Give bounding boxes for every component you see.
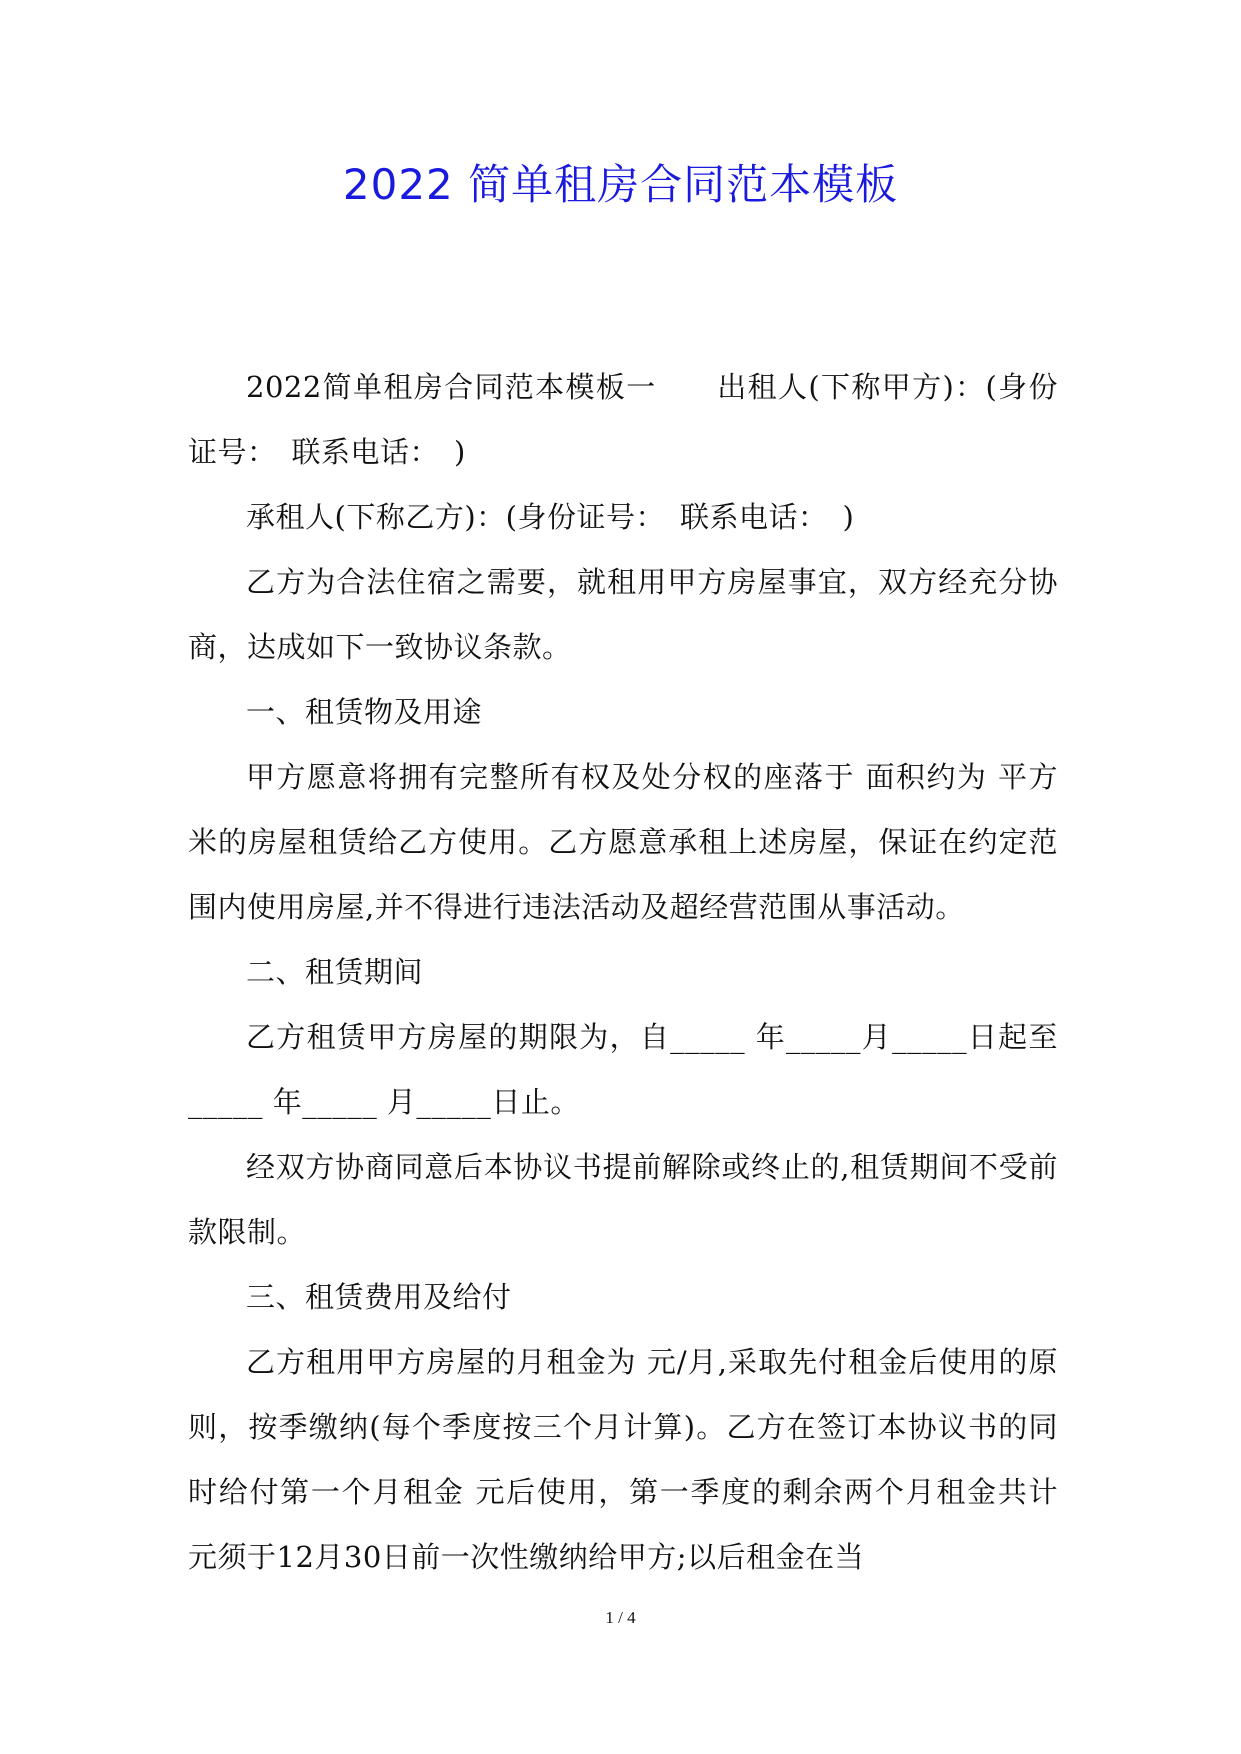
section-heading-1: 一、租赁物及用途 [246, 695, 483, 729]
paragraph-early-termination: 经双方协商同意后本协议书提前解除或终止的,租赁期间不受前款限制。 [188, 1150, 1058, 1249]
paragraph-lease-object: 甲方愿意将拥有完整所有权及处分权的座落于 面积约为 平方米的房屋租赁给乙方使用。乙方愿意承租上述房屋，保证在约定范围内使用房屋,并不得进行违法活动及超经营范围从事活动。 [188, 760, 1058, 924]
paragraph-agreement-intro: 乙方为合法住宿之需要，就租用甲方房屋事宜，双方经充分协商，达成如下一致协议条款。 [188, 565, 1058, 664]
paragraph-parties-lessor: 2022简单租房合同范本模板一 出租人(下称甲方)：(身份证号： 联系电话： ) [188, 370, 1058, 469]
paragraph-rent-payment: 乙方租用甲方房屋的月租金为 元/月,采取先付租金后使用的原则，按季缴纳(每个季度按三个月计算)。乙方在签订本协议书的同时给付第一个月租金 元后使用，第一季度的剩余两个月租金共计 元须于12月30日前一次性缴纳给甲方;以后租金在当 [188, 1345, 1058, 1574]
paragraph-parties-lessee: 承租人(下称乙方)：(身份证号： 联系电话： ) [246, 500, 855, 534]
document-title: 2022 简单租房合同范本模板 [342, 160, 899, 209]
document-body [188, 355, 1058, 1590]
paragraph-lease-term: 乙方租赁甲方房屋的期限为，自_____ 年_____月_____日起至_____ 年_____ 月_____日止。 [188, 1020, 1058, 1119]
page-number: 1 / 4 [605, 1608, 636, 1627]
section-heading-3: 三、租赁费用及给付 [246, 1280, 512, 1314]
section-heading-2: 二、租赁期间 [246, 955, 424, 989]
